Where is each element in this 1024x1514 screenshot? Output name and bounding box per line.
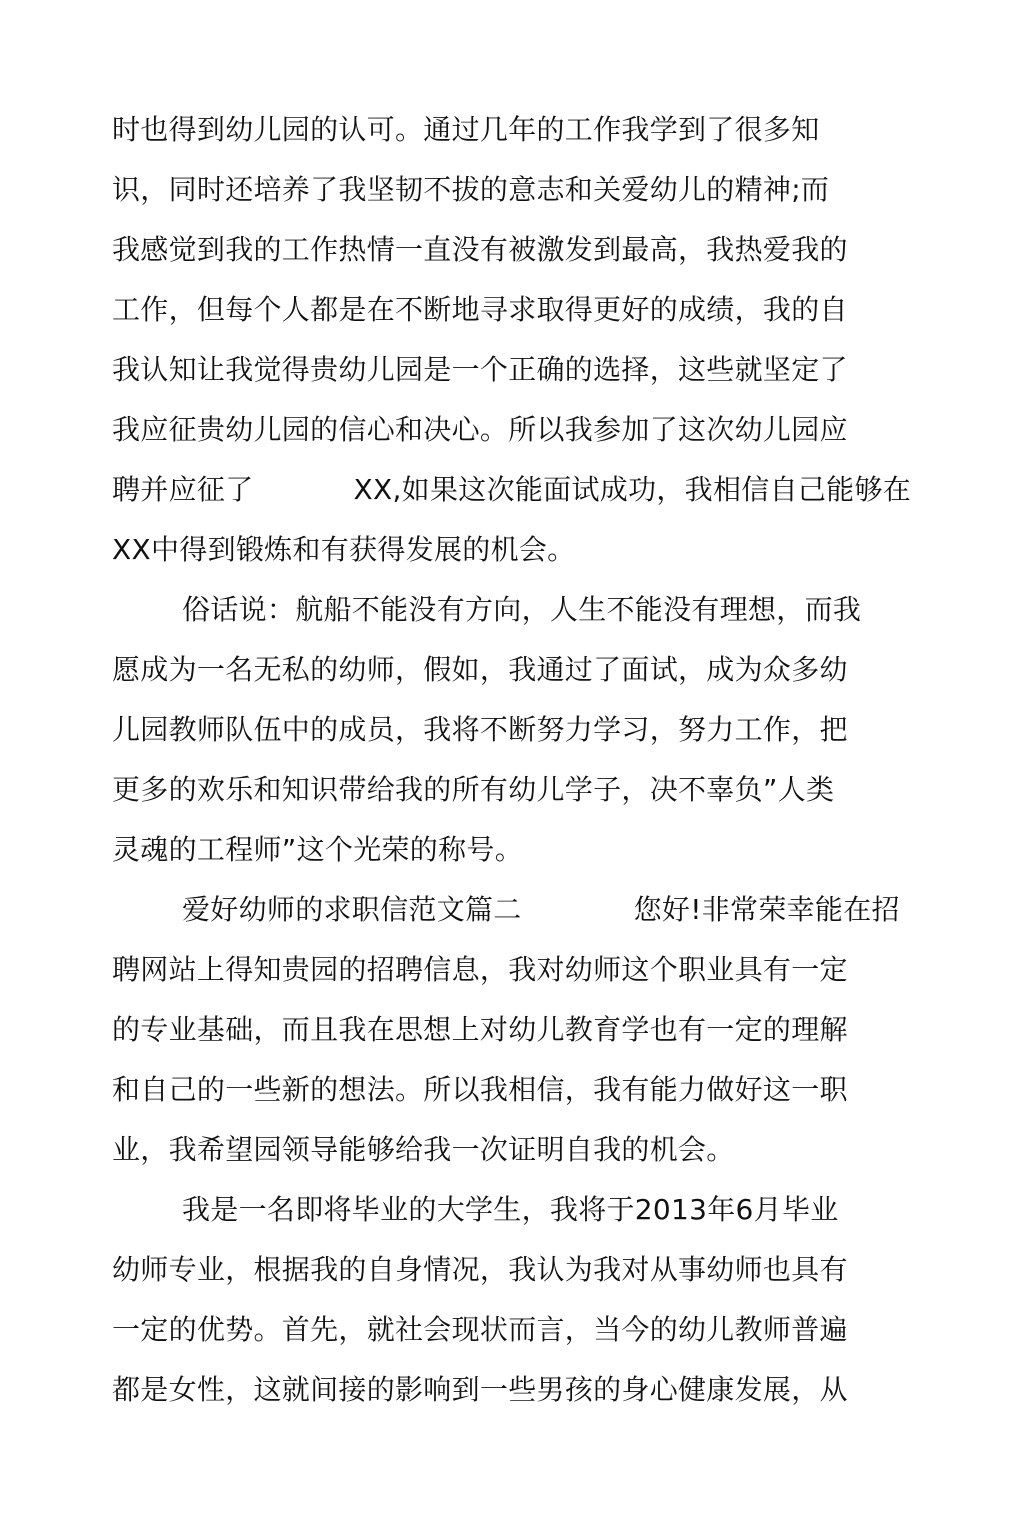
text-line: 更多的欢乐和知识带给我的所有幼儿学子，决不辜负”人类 (112, 773, 835, 806)
text-line: XX中得到锻炼和有获得发展的机会。 (112, 533, 576, 566)
text-line: 和自己的一些新的想法。所以我相信，我有能力做好这一职 (112, 1073, 848, 1106)
text-line: 时也得到幼儿园的认可。通过几年的工作我学到了很多知 (112, 113, 820, 146)
text-segment: 您好!非常荣幸能在招 (633, 893, 900, 926)
text-line: 愿成为一名无私的幼师，假如，我通过了面试，成为众多幼 (112, 653, 848, 686)
text-line: 我感觉到我的工作热情一直没有被激发到最高，我热爱我的 (112, 233, 848, 266)
section-heading-line (182, 892, 900, 928)
text-line: 儿园教师队伍中的成员，我将不断努力学习，努力工作，把 (112, 713, 848, 746)
text-line: 我应征贵幼儿园的信心和决心。所以我参加了这次幼儿园应 (112, 413, 848, 446)
paragraph-start-line: 我是一名即将毕业的大学生，我将于2013年6月毕业 (182, 1193, 839, 1226)
section-heading: 爱好幼师的求职信范文篇二 (182, 893, 522, 926)
text-segment: 聘并应征了 (112, 473, 254, 506)
text-line: 工作，但每个人都是在不断地寻求取得更好的成绩，我的自 (112, 293, 848, 326)
text-line: 幼师专业，根据我的自身情况，我认为我对从事幼师也具有 (112, 1253, 848, 1286)
text-line: 识，同时还培养了我坚韧不拔的意志和关爱幼儿的精神;而 (112, 173, 830, 206)
text-line: 我认知让我觉得贵幼儿园是一个正确的选择，这些就坚定了 (112, 353, 848, 386)
text-segment: XX,如果这次能面试成功，我相信自己能够在 (353, 473, 912, 506)
paragraph-start-line: 俗话说：航船不能没有方向，人生不能没有理想，而我 (182, 593, 862, 626)
text-line-with-gap (112, 472, 911, 508)
text-line: 一定的优势。首先，就社会现状而言，当今的幼儿教师普遍 (112, 1313, 848, 1346)
text-line: 业，我希望园领导能够给我一次证明自我的机会。 (112, 1133, 735, 1166)
text-line: 灵魂的工程师”这个光荣的称号。 (112, 833, 524, 866)
text-line: 聘网站上得知贵园的招聘信息，我对幼师这个职业具有一定 (112, 953, 848, 986)
text-line: 都是女性，这就间接的影响到一些男孩的身心健康发展，从 (112, 1373, 848, 1406)
text-line: 的专业基础，而且我在思想上对幼儿教育学也有一定的理解 (112, 1013, 848, 1046)
